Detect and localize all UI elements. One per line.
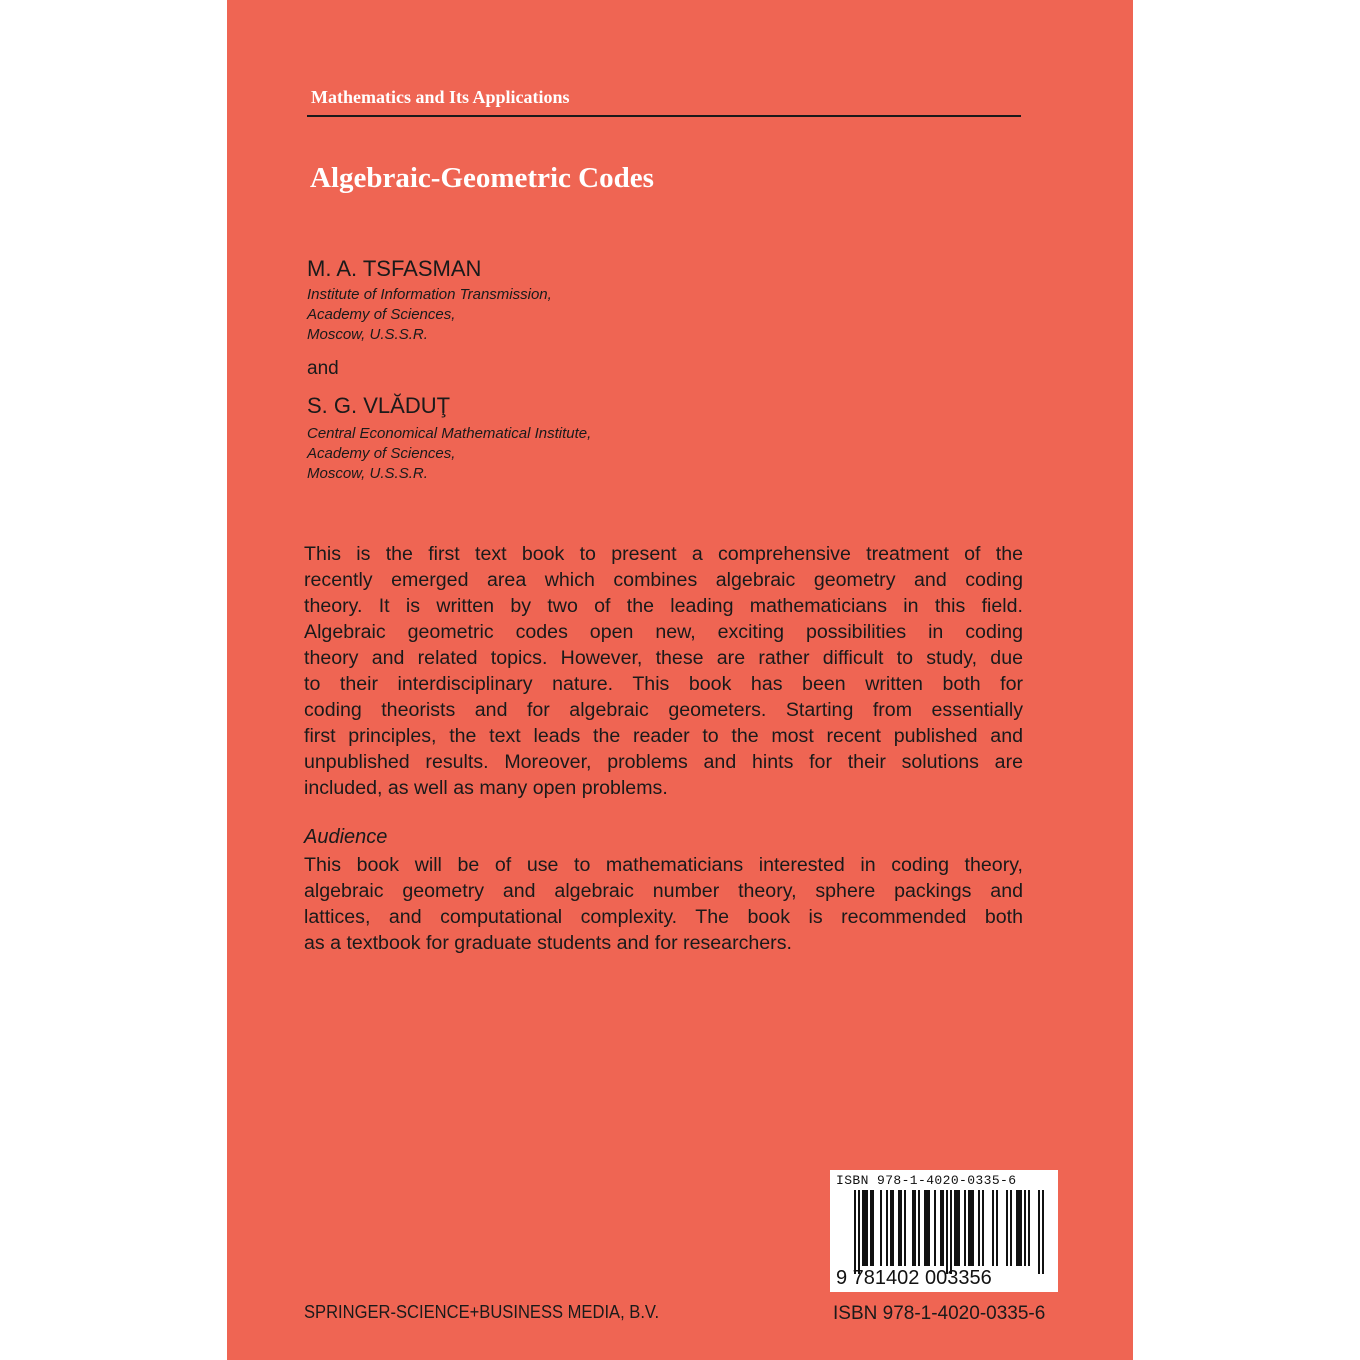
isbn-text: ISBN 978-1-4020-0335-6	[833, 1303, 1046, 1324]
barcode-bar	[968, 1190, 970, 1266]
book-back-cover	[227, 0, 1133, 1360]
affiliation-line: Institute of Information Transmission,	[307, 286, 552, 303]
audience-paragraph	[304, 852, 1023, 956]
barcode-bar	[940, 1190, 942, 1266]
barcode-bar	[954, 1190, 956, 1266]
barcode-bar	[904, 1190, 906, 1266]
barcode-bar	[1010, 1190, 1012, 1266]
barcode-bar	[900, 1190, 902, 1266]
audience-line: as a textbook for graduate students and for researchers.	[304, 932, 792, 954]
description-line: recently emerged area which combines algebraic geometry and coding	[304, 569, 1023, 591]
barcode-bar	[970, 1190, 972, 1266]
barcode-guard-bar	[946, 1190, 948, 1274]
barcode-digits: 9 781402 003356	[836, 1267, 992, 1289]
affiliation-line: Moscow, U.S.S.R.	[307, 465, 428, 482]
barcode-bar	[1028, 1190, 1030, 1266]
barcode-bar	[942, 1190, 944, 1266]
barcode-bar	[886, 1190, 888, 1266]
barcode-bar	[880, 1190, 882, 1266]
barcode-bar	[992, 1190, 994, 1266]
barcode-bar	[924, 1190, 926, 1266]
barcode-bar	[1016, 1190, 1018, 1266]
barcode-guard-bar	[858, 1190, 860, 1274]
series-rule	[307, 115, 1021, 117]
description-line: coding theorists and for algebraic geometers. Starting from essentially	[304, 699, 1023, 721]
barcode-bar	[928, 1190, 930, 1266]
author-affiliation-2	[307, 424, 591, 484]
barcode-bar	[866, 1190, 868, 1266]
barcode-bar	[870, 1190, 872, 1266]
barcode-guard-bar	[1038, 1190, 1040, 1274]
barcode-guard-bar	[950, 1190, 952, 1274]
barcode-bar	[898, 1190, 900, 1266]
barcode-bar	[918, 1190, 920, 1266]
barcode-bar	[862, 1190, 864, 1266]
barcode-bar	[996, 1190, 998, 1266]
audience-line: algebraic geometry and algebraic number theory, sphere packings and	[304, 880, 1023, 902]
barcode-bar	[1024, 1190, 1026, 1266]
description-line: included, as well as many open problems.	[304, 777, 668, 799]
barcode-bar	[892, 1190, 894, 1266]
author-name-2: S. G. VLĂDUŢ	[307, 393, 451, 418]
barcode-isbn-label: ISBN 978-1-4020-0335-6	[836, 1173, 1017, 1188]
description-line: to their interdisciplinary nature. This book has been written both for	[304, 673, 1023, 695]
barcode-bar	[912, 1190, 914, 1266]
author-conjunction: and	[307, 358, 339, 379]
description-line: Algebraic geometric codes open new, exciting possibilities in coding	[304, 621, 1023, 643]
barcode-bar	[982, 1190, 984, 1266]
audience-line: This book will be of use to mathematicians interested in coding theory,	[304, 854, 1023, 876]
barcode-bar	[914, 1190, 916, 1266]
description-line: theory. It is written by two of the leading mathematicians in this field.	[304, 595, 1023, 617]
barcode-bar	[956, 1190, 958, 1266]
audience-heading: Audience	[304, 826, 388, 848]
isbn-barcode	[830, 1170, 1058, 1292]
publisher-name: SPRINGER-SCIENCE+BUSINESS MEDIA, B.V.	[304, 1302, 660, 1322]
barcode-bar	[926, 1190, 928, 1266]
description-line: first principles, the text leads the reader to the most recent published and	[304, 725, 1023, 747]
description-paragraph	[304, 541, 1023, 801]
barcode-bar	[872, 1190, 874, 1266]
affiliation-line: Academy of Sciences,	[307, 306, 456, 323]
affiliation-line: Academy of Sciences,	[307, 445, 456, 462]
description-line: This is the first text book to present a comprehensive treatment of the	[304, 543, 1023, 565]
barcode-guard-bar	[854, 1190, 856, 1274]
series-title: Mathematics and Its Applications	[311, 87, 570, 107]
author-affiliation-1	[307, 285, 552, 345]
barcode-bar	[964, 1190, 966, 1266]
barcode-bar	[972, 1190, 974, 1266]
audience-line: lattices, and computational complexity. The book is recommended both	[304, 906, 1023, 928]
description-line: unpublished results. Moreover, problems and hints for their solutions are	[304, 751, 1023, 773]
barcode-bar	[1006, 1190, 1008, 1266]
barcode-guard-bar	[1042, 1190, 1044, 1274]
barcode-bar	[890, 1190, 892, 1266]
barcode-bar	[1018, 1190, 1020, 1266]
barcode-bar	[864, 1190, 866, 1266]
book-title: Algebraic-Geometric Codes	[310, 162, 654, 194]
author-name-1: M. A. TSFASMAN	[307, 256, 482, 281]
description-line: theory and related topics. However, these are rather difficult to study, due	[304, 647, 1023, 669]
affiliation-line: Central Economical Mathematical Institute,	[307, 425, 592, 442]
barcode-bar	[958, 1190, 960, 1266]
affiliation-line: Moscow, U.S.S.R.	[307, 326, 428, 343]
barcode-bar	[978, 1190, 980, 1266]
barcode-bar	[934, 1190, 936, 1266]
barcode-bar	[1020, 1190, 1022, 1266]
